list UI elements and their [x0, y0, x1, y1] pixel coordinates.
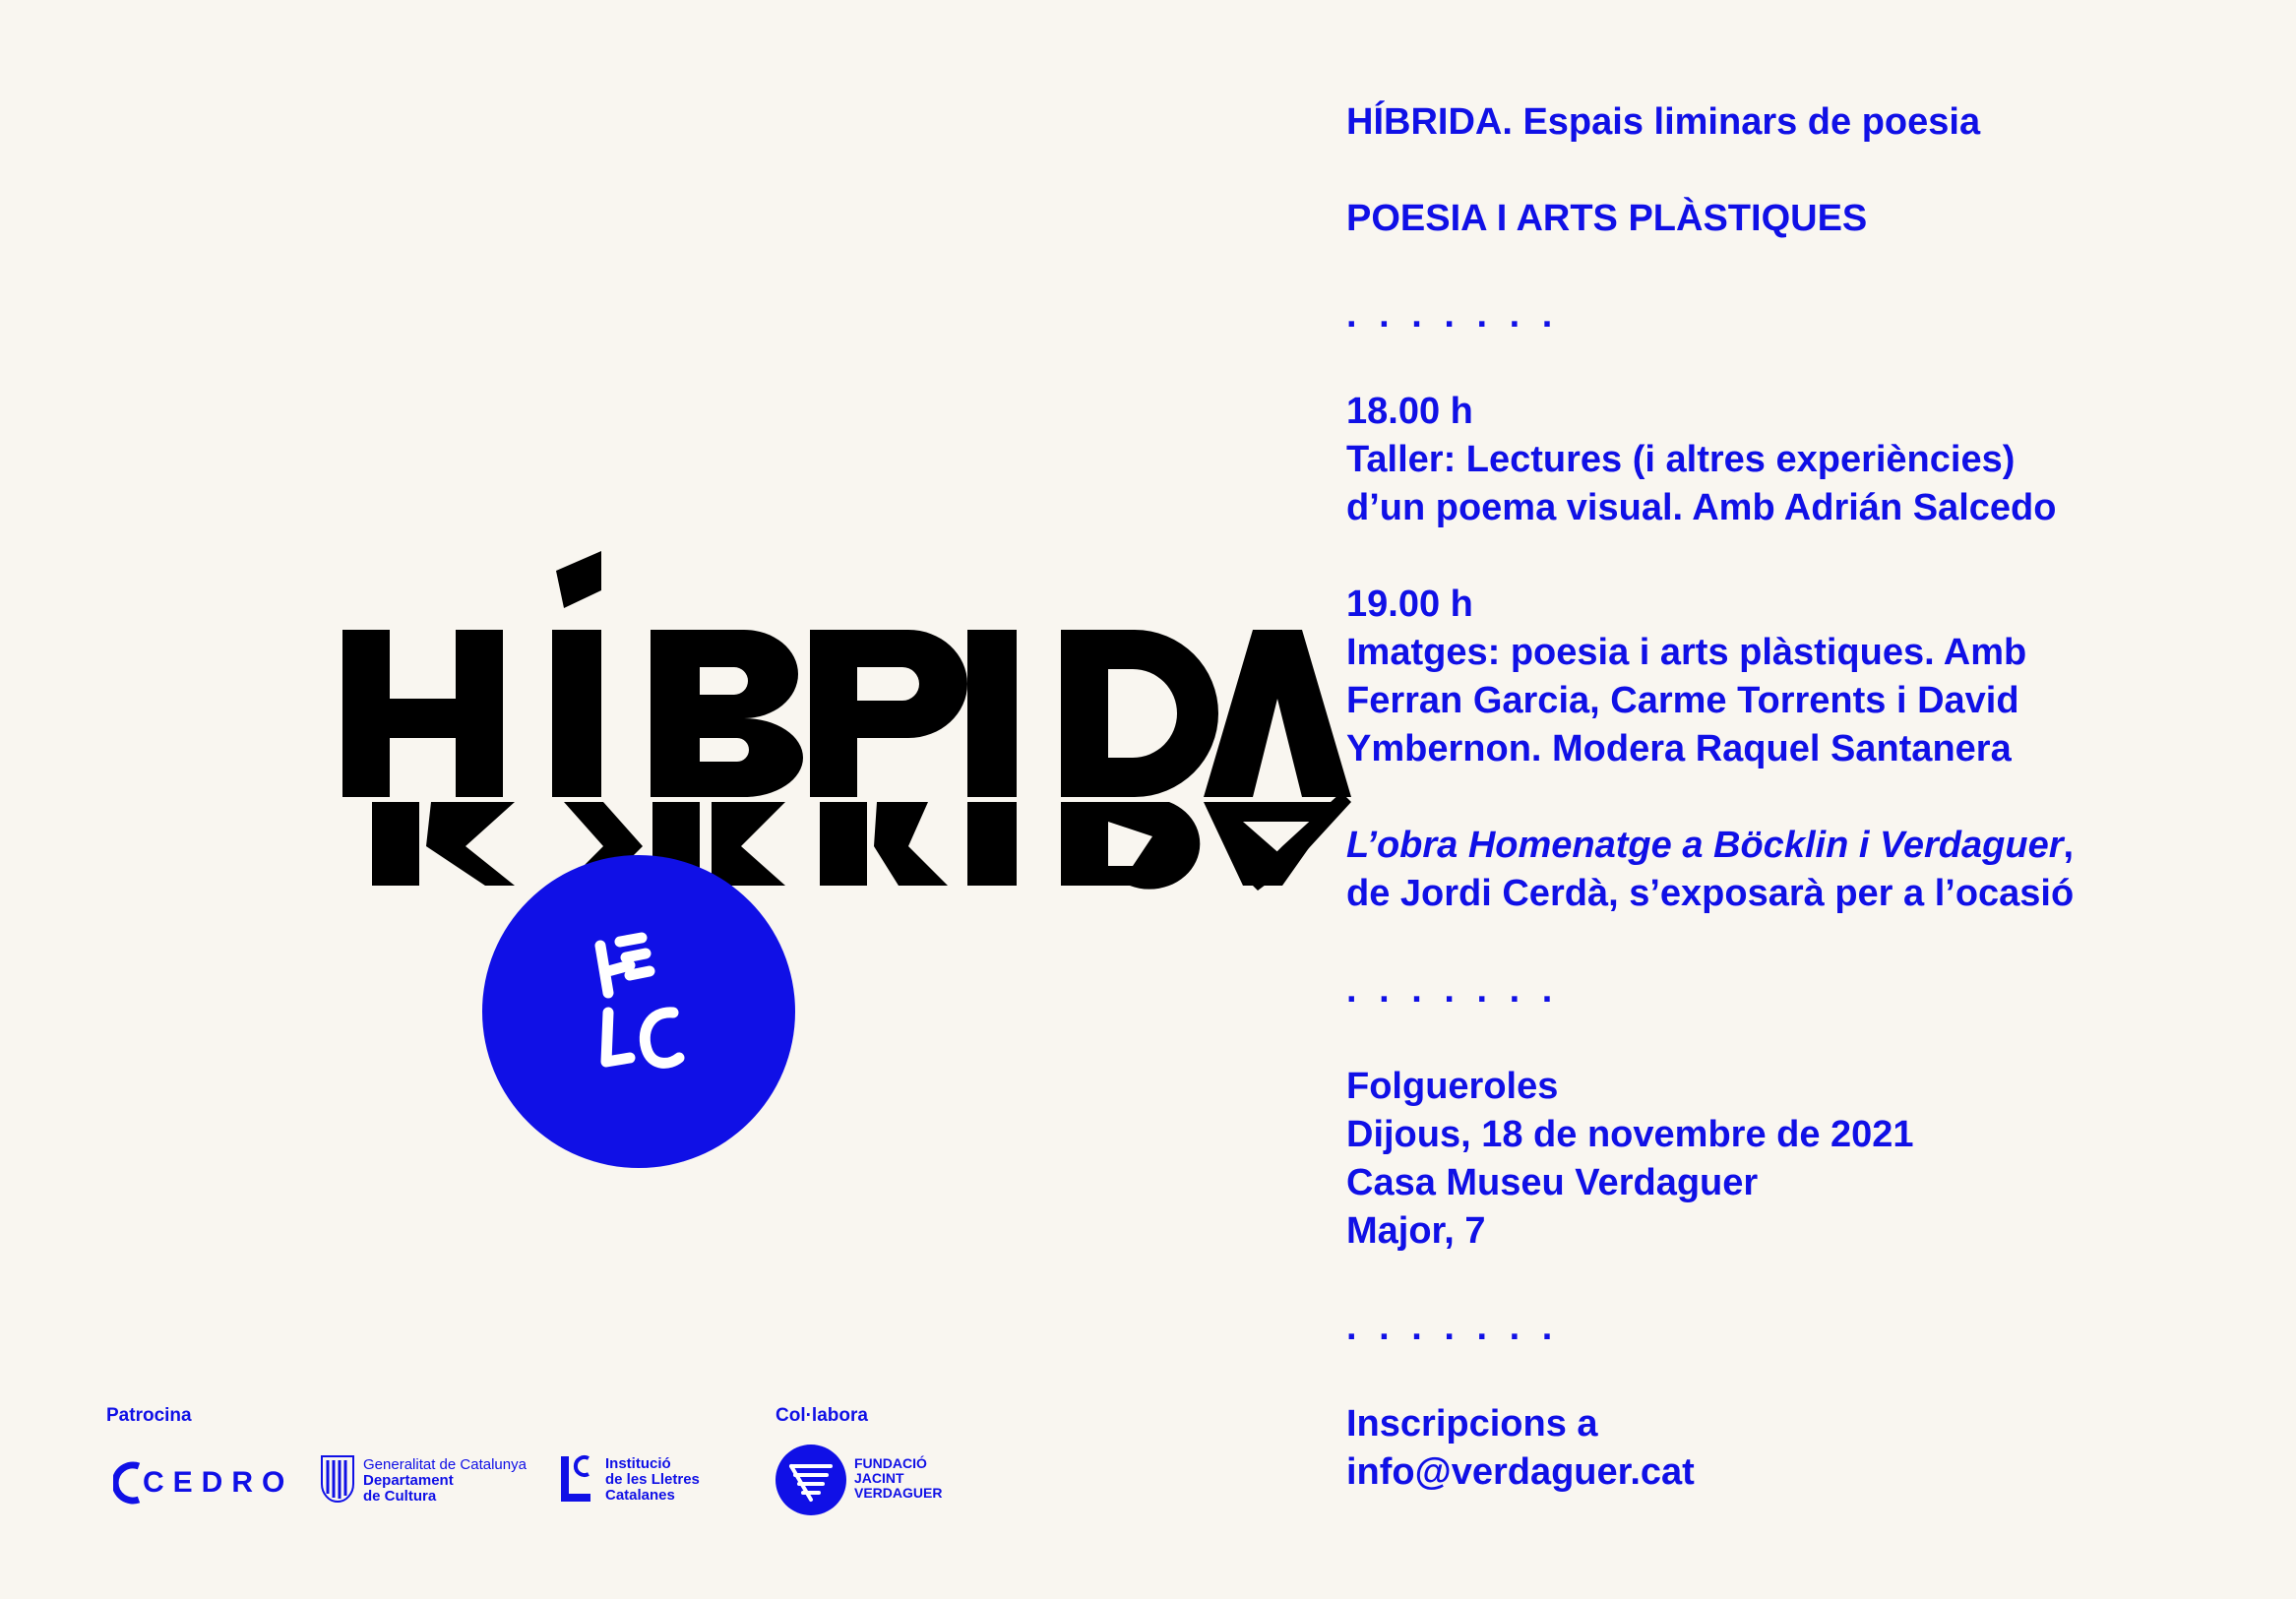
cedro-c-icon [113, 1458, 143, 1507]
event-title: HÍBRIDA. Espais liminars de poesia [1346, 101, 1981, 143]
artwork-title: Homenatge a Böcklin i Verdaguer [1467, 825, 2064, 866]
aelc-logo-circle [482, 855, 795, 1168]
registration-email[interactable]: info@verdaguer.cat [1346, 1451, 1695, 1493]
cedro-logo [113, 1458, 294, 1507]
ill-line2: de les Lletres [605, 1471, 700, 1488]
fjv-disc [776, 1445, 846, 1515]
event-subtitle: POESIA I ARTS PLÀSTIQUES [1346, 198, 1868, 239]
generalitat-logo [320, 1454, 536, 1509]
session1-time: 18.00 h [1346, 391, 1473, 432]
institucio-lletres-logo [561, 1454, 738, 1509]
fjv-line3: VERDAGUER [854, 1485, 943, 1501]
artwork-suffix: , [2063, 825, 2075, 866]
ill-mark-icon [561, 1454, 594, 1504]
generalitat-line3: de Cultura [363, 1488, 437, 1505]
session1-line1: Taller: Lectures (i altres experiències) [1346, 439, 2016, 480]
artwork-line2: de Jordi Cerdà, s’exposarà per a l’ocasió [1346, 873, 2075, 914]
cedro-text: CEDRO [143, 1466, 294, 1499]
session2-line2: Ferran Garcia, Carme Torrents i David [1346, 680, 2019, 721]
separator-3: . . . . . . . [1346, 1307, 1559, 1348]
aelc-mark-icon [482, 855, 795, 1168]
artwork-prefix: L’obra [1346, 825, 1468, 866]
artwork-line1 [1346, 822, 2232, 870]
generalitat-line1: Generalitat de Catalunya [363, 1456, 527, 1473]
event-details [1346, 98, 2232, 1497]
location-address: Major, 7 [1346, 1210, 1486, 1252]
session2-line3: Ymbernon. Modera Raquel Santanera [1346, 728, 2012, 769]
registration-label: Inscripcions a [1346, 1403, 1598, 1445]
location-date: Dijous, 18 de novembre de 2021 [1346, 1114, 1914, 1155]
location-venue: Casa Museu Verdaguer [1346, 1162, 1759, 1203]
separator-1: . . . . . . . [1346, 294, 1559, 336]
patrocina-label: Patrocina [106, 1405, 192, 1426]
ill-line3: Catalanes [605, 1487, 675, 1504]
separator-2: . . . . . . . [1346, 969, 1559, 1011]
session1-line2: d’un poema visual. Amb Adrián Salcedo [1346, 487, 2057, 528]
hibrida-wordmark-graphic [338, 551, 1361, 895]
session2-time: 19.00 h [1346, 584, 1473, 625]
fjv-mark-icon [776, 1445, 846, 1515]
hibrida-wordmark [338, 551, 1361, 895]
fjv-line1: FUNDACIÓ [854, 1455, 927, 1471]
colabora-label: Col·labora [776, 1405, 868, 1426]
session2-line1: Imatges: poesia i arts plàstiques. Amb [1346, 632, 2027, 673]
fundacio-verdaguer-logo [776, 1445, 943, 1515]
generalitat-shield-icon [320, 1454, 355, 1504]
fjv-line2: JACINT [854, 1470, 904, 1486]
ill-line1: Institució [605, 1455, 671, 1472]
location-town: Folgueroles [1346, 1066, 1559, 1107]
generalitat-line2: Departament [363, 1472, 454, 1489]
